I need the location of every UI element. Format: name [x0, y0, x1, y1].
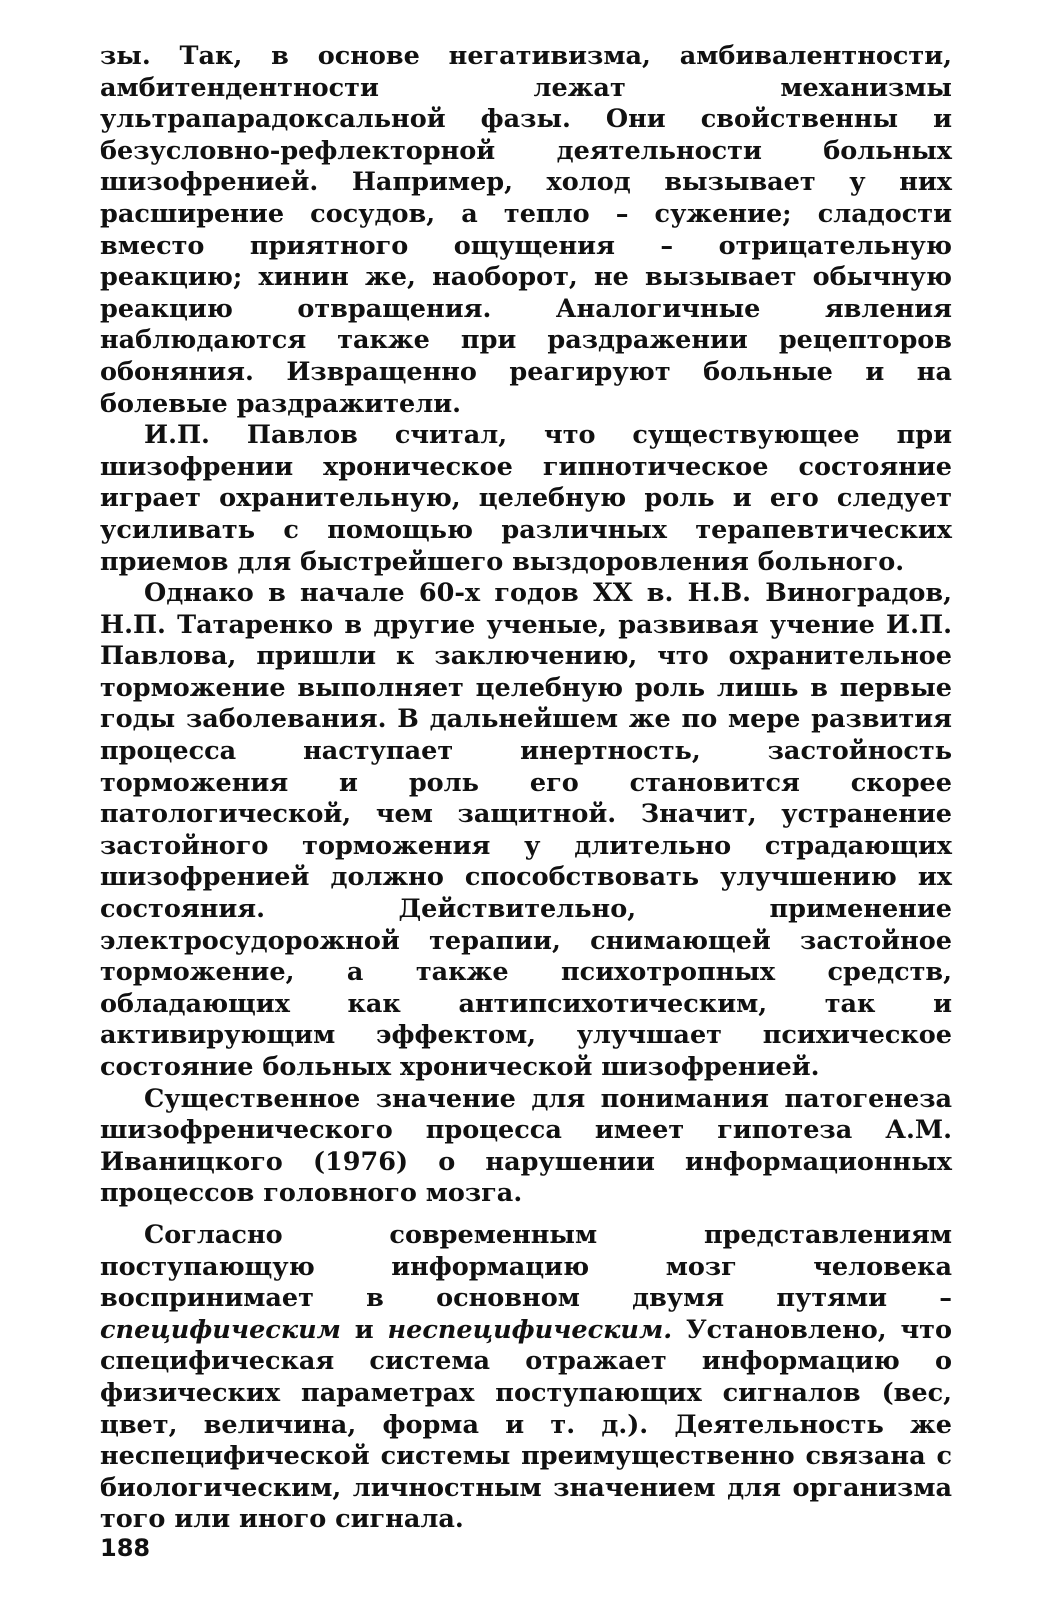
paragraph-4: Существенное значение для понимания патогенеза шизофренического процесса имеет гипотеза А.М. Иваницкого (1976) о нарушении информационных процессов головного мозга. [100, 1083, 952, 1209]
paragraph-5 [100, 1220, 952, 1536]
page-number: 188 [100, 1534, 151, 1562]
emphasis-nonspecific: неспецифическим. [387, 1314, 673, 1345]
paragraph-3: Однако в начале 60-х годов XX в. Н.В. Виноградов, Н.П. Татаренко в другие ученые, развивая учение И.П. Павлова, пришли к заключению, что охранительное торможение выполняет целебную роль лишь в первые годы заболевания. В дальнейшем же по мере развития процесса наступает инертность, застойность торможения и роль его становится скорее патологической, чем защитной. Значит, устранение застойного торможения у длительно страдающих шизофренией должно способствовать улучшению их состояния. Действительно, применение электросудорожной терапии, снимающей застойное торможение, а также психотропных средств, обладающих как антипсихотическим, так и активирующим эффектом, улучшает психическое состояние больных хронической шизофренией. [100, 578, 952, 1082]
emphasis-specific: специфическим [100, 1314, 341, 1345]
paragraph-5-part-1: Согласно современным представлениям поступающую информацию мозг человека воспринимает в основном двумя путями – [100, 1219, 952, 1314]
paragraph-1: зы. Так, в основе негативизма, амбивалентности, амбитендентности лежат механизмы ультрапарадоксальной фазы. Они свойственны и безусловно-рефлекторной деятельности больных шизофренией. Например, холод вызывает у них расширение сосудов, а тепло – сужение; сладости вместо приятного ощущения – отрицательную реакцию; хинин же, наоборот, не вызывает обычную реакцию отвращения. Аналогичные явления наблюдаются также при раздражении рецепторов обоняния. Извращенно реагируют больные и на болевые раздражители. [100, 41, 952, 419]
paragraph-2: И.П. Павлов считал, что существующее при шизофрении хроническое гипнотическое состояние играет охранительную, целебную роль и его следует усиливать с помощью различных терапевтических приемов для быстрейшего выздоровления больного. [100, 420, 952, 577]
page-text-block [100, 41, 952, 1536]
paragraph-5-part-3: Установлено, что специфическая система отражает информацию о физических параметрах поступающих сигналов (вес, цвет, величина, форма и т. д.). Деятельность же неспецифической системы преимущественно связана с биологическим, личностным значением для организма того или иного сигнала. [100, 1314, 952, 1535]
paragraph-5-part-2: и [340, 1314, 388, 1345]
